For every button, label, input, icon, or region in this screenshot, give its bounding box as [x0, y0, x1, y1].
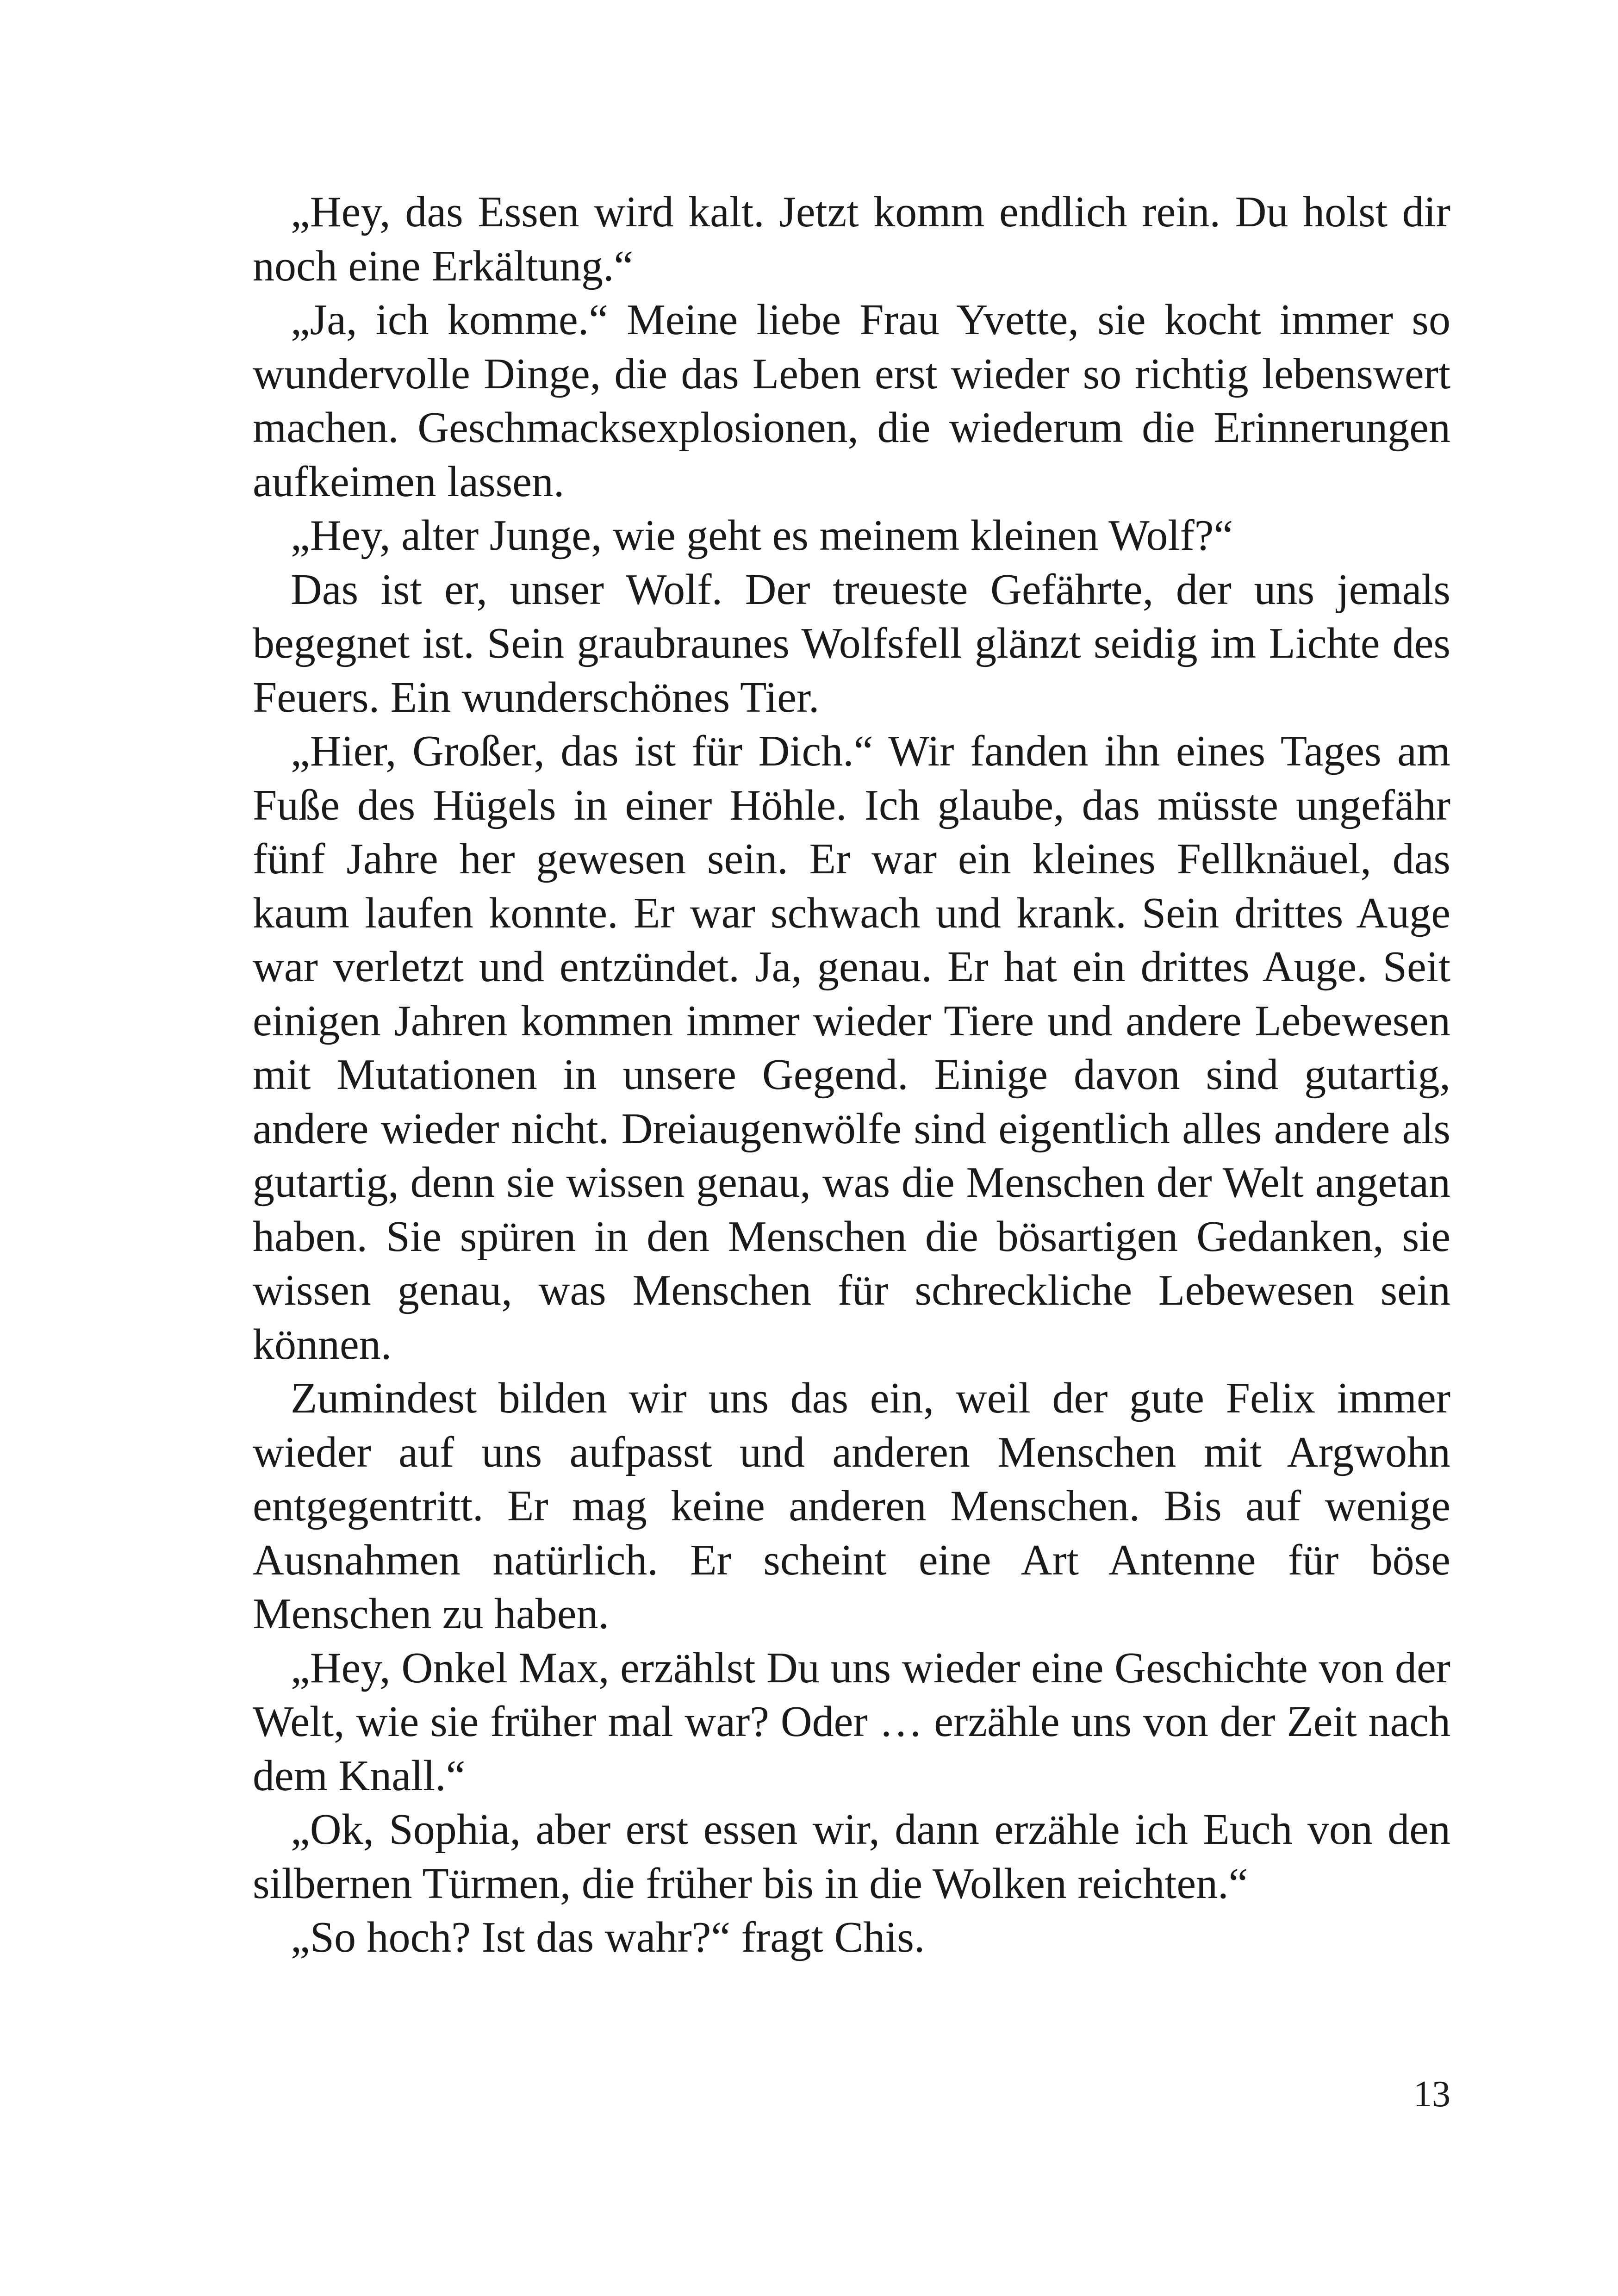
paragraph: Das ist er, unser Wolf. Der treueste Gefährte, der uns jemals begegnet ist. Sein graubraunes Wolfsfell glänzt seidig im Lichte des Feuers. Ein wunderschönes Tier. [253, 565, 1450, 722]
paragraph: „Hier, Großer, das ist für Dich.“ Wir fanden ihn eines Tages am Fuße des Hügels in einer Höhle. Ich glaube, das müsste ungefähr fünf Jahre her gewesen sein. Er war ein kleines Fellknäuel, das kaum laufen konnte. Er war schwach und krank. Sein drittes Auge war verletzt und entzündet. Ja, genau. Er hat ein drittes Auge. Seit einigen Jahren kommen immer wieder Tiere und andere Lebewesen mit Mutationen in unsere Gegend. Einige davon sind gutartig, andere wieder nicht. Dreiaugenwölfe sind eigentlich alles andere als gutartig, denn sie wissen genau, was die Menschen der Welt angetan haben. Sie spüren in den Menschen die bösartigen Gedanken, sie wissen genau, was Menschen für schreckliche Lebewesen sein können. [253, 727, 1450, 1369]
page-number: 13 [1413, 2074, 1450, 2115]
body-text [253, 185, 1450, 1965]
paragraph: „Hey, alter Junge, wie geht es meinem kleinen Wolf?“ [291, 511, 1233, 560]
paragraph: „Ok, Sophia, aber erst essen wir, dann erzähle ich Euch von den silbernen Türmen, die früher bis in die Wolken reichten.“ [253, 1805, 1450, 1908]
paragraph: „Ja, ich komme.“ Meine liebe Frau Yvette, sie kocht immer so wundervolle Dinge, die das Leben erst wieder so richtig lebenswert machen. Geschmacksexplosionen, die wiederum die Erinnerungen aufkeimen lassen. [253, 296, 1450, 506]
paragraph: „Hey, das Essen wird kalt. Jetzt komm endlich rein. Du holst dir noch eine Erkältung.“ [253, 188, 1450, 290]
paragraph: Zumindest bilden wir uns das ein, weil der gute Felix immer wieder auf uns aufpasst und anderen Menschen mit Argwohn entgegentritt. Er mag keine anderen Menschen. Bis auf wenige Ausnahmen natürlich. Er scheint eine Art Antenne für böse Menschen zu haben. [253, 1374, 1450, 1638]
paragraph: „So hoch? Ist das wahr?“ fragt Chis. [291, 1913, 925, 1961]
paragraph: „Hey, Onkel Max, erzählst Du uns wieder eine Geschichte von der Welt, wie sie früher mal war? Oder … erzähle uns von der Zeit nach dem Knall.“ [253, 1643, 1450, 1800]
